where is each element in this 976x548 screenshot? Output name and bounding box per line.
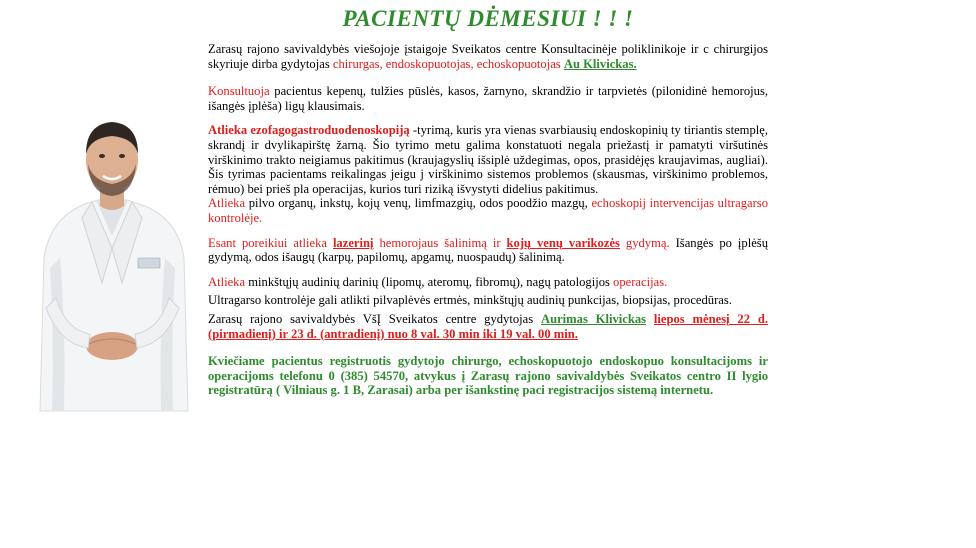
surgery-paragraph: Atlieka minkštųjų audinių darinių (lipomų, ateromų, fibromų), nagų patologijos operacijas. (208, 274, 668, 289)
doctor-name-link[interactable]: Au Klivickas. (563, 56, 637, 71)
article-body (208, 42, 768, 398)
ultrasound-paragraph: Atlieka pilvo organų, inkstų, kojų venų, limfmazgių, odos poodžio mazgų, echoskopij intervencijas ultragarso kontrolėje. (208, 196, 768, 225)
laser-link[interactable]: lazerinį (332, 235, 374, 250)
page-title: PACIENTŲ DĖMESIUI ! ! ! (342, 6, 634, 31)
procedures-paragraph: Ultragarso kontrolėje gali atlikti pilvaplėvės ertmės, minkštųjų audinių punkcijas, biopsijas, procedūras. (208, 293, 732, 308)
doctor-name-link-2[interactable]: Aurimas Klivickas (540, 311, 647, 326)
specialties-text: chirurgas, endoskopuotojas, echoskopuotojas (332, 56, 561, 71)
intro-paragraph: Zarasų rajono savivaldybės viešojoje įstaigoje Sveikatos centre Konsultacinėje poliklinikoje ir c chirurgijos skyriuje dirba gydytojas chirurgas, endoskopuotojas, echoskopuotojas Au Klivickas. (208, 42, 768, 71)
consultation-paragraph: Konsultuoja pacientus kepenų, tulžies pūslės, kasos, žarnyno, skrandžio ir tarpvietės (pilonidinė hemorojus, išangės įplėša) ligų klausimais. (208, 84, 768, 113)
schedule-paragraph: Zarasų rajono savivaldybės VšĮ Sveikatos centre gydytojas Aurimas Klivickas liepos mėnesį 22 d. (pirmadienį) ir 23 d. (antradienį) nuo 8 val. 30 min iki 19 val. 00 min. (208, 311, 769, 341)
endoscopy-paragraph: Atlieka ezofagogastroduodenoskopiją -tyrimą, kuris yra vienas svarbiausių endoskopinių ty tiriantis stemplę, skrandį ir dvylikapirštę žarną. Šio tyrimo metu galima konstatuoti negala priežastį ir pamatyti viršutinės virškinimo trakto neigiamus pakitimus (kraujagyslių išsiplė uždegimas, opos, prasidėjęs kraujavimas, augliai). Šis tyrimas pacientams reikalingas jeigu j virškinimo sistemos problemos (skausmas, virškinimo problemos, rėmuo) bei prieš pla operacijas, kurios turi riziką išvystyti didelius pakitimus. (208, 123, 768, 196)
varicose-link[interactable]: kojų venų varikozės (506, 235, 620, 250)
registration-paragraph: Kviečiame pacientus registruotis gydytojo chirurgo, echoskopuotojo endoskopuo konsultacijoms ir operacijoms telefonu 0 (385) 54570, atvykus į Zarasų rajono savivaldybės Sveikatos centro II lygio registratūrą ( Vilniaus g. 1 B, Zarasai) arba per išankstinę paci registracijos sistemą internetu. (208, 354, 768, 398)
schedule-dates: liepos mėnesį 22 d. (pirmadienį) ir 23 d. (antradienį) nuo 8 val. 30 min iki 19 val. 00 min. (208, 311, 769, 341)
laser-paragraph: Esant poreikiui atlieka lazerinį hemorojaus šalinimą ir kojų venų varikozės gydymą. Išangės po įplėšų gydymą, odos išaugų (karpų, papilomų, apgamų, nuospaudų) šalinimą. (208, 235, 769, 265)
doctor-photo (30, 108, 195, 411)
